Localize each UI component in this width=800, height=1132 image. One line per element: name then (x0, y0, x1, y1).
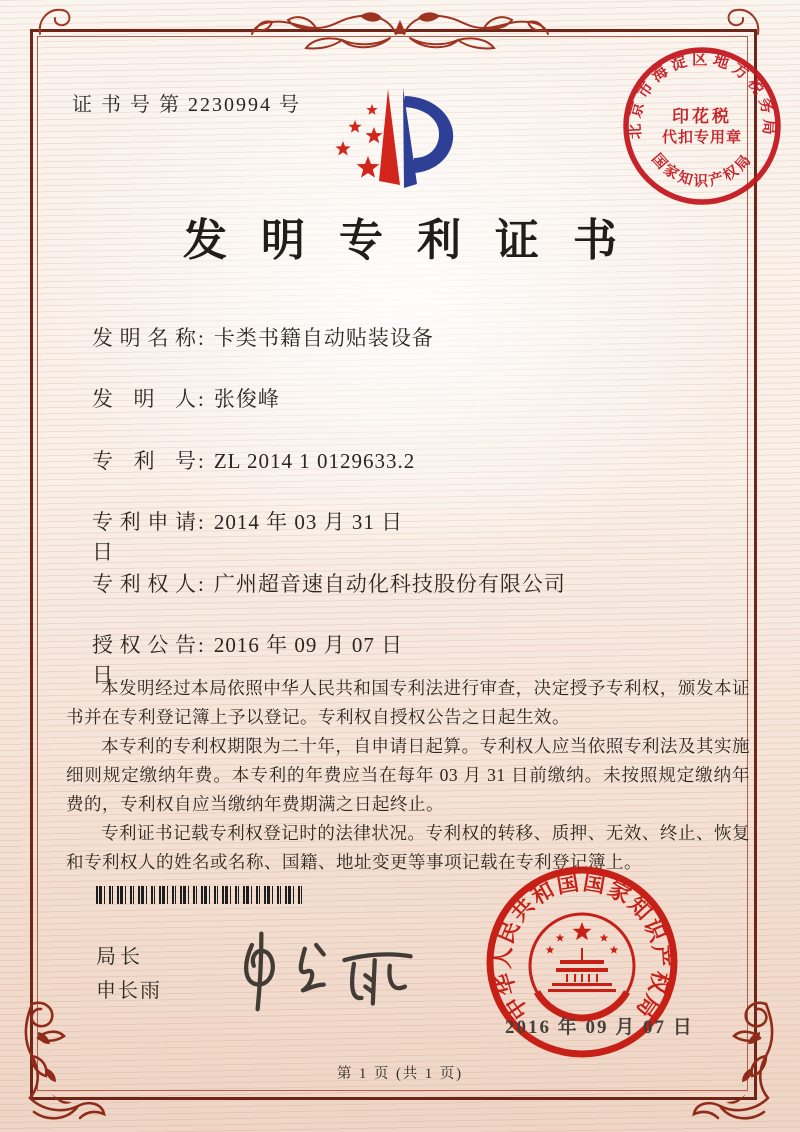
tax-withholding-stamp (612, 36, 792, 216)
logo-stars (335, 104, 382, 178)
barcode (96, 886, 306, 904)
director-title: 局长 (96, 946, 144, 968)
paragraph-grant: 本发明经过本局依照中华人民共和国专利法进行审查，决定授予专利权，颁发本证书并在专利登记簿上予以登记。专利权自授权公告之日起生效。 (66, 678, 750, 727)
paragraph-register: 专利证书记载专利权登记时的法律状况。专利权的转移、质押、无效、终止、恢复和专利权人的姓名或名称、国籍、地址变更等事项记载在专利登记簿上。 (66, 823, 750, 872)
director-name: 申长雨 (96, 980, 162, 1002)
paragraph-term-fees: 本专利的专利权期限为二十年，自申请日起算。专利权人应当依照专利法及其实施细则规定缴纳年费。本专利的年费应当在每年 03 月 31 日前缴纳。未按照规定缴纳年费的，专利权自应当缴纳年费期满之日起终止。 (66, 736, 750, 814)
field-value: 张俊峰 (213, 387, 280, 411)
page-number: 第 1 页 (共 1 页) (336, 1066, 464, 1082)
field-value: 卡类书籍自动贴装设备 (213, 326, 434, 350)
field-patentee (92, 568, 566, 598)
svg-text:国家知识产权局 (648, 150, 756, 190)
field-label: 专利申请日 (92, 510, 196, 564)
field-colon: : (198, 449, 204, 473)
top-left-curl-ornament (36, 4, 72, 40)
field-value: 2014 年 03 月 31 日 (213, 510, 404, 534)
field-colon: : (198, 387, 204, 411)
stamp-center-line1: 印花税 (672, 107, 732, 126)
logo-red-wedge (379, 89, 400, 185)
bottom-left-flourish (16, 998, 116, 1120)
certificate-title: 发明专利证书 (183, 216, 651, 265)
field-invention-name (92, 322, 434, 352)
field-colon: : (198, 633, 204, 657)
top-filigree-ornament (250, 8, 550, 52)
field-label: 专利权人 (92, 572, 196, 596)
stamp-center-line2: 代扣专用章 (661, 130, 743, 146)
field-colon: : (198, 572, 204, 596)
bottom-right-flourish (682, 998, 782, 1120)
field-colon: : (198, 326, 204, 350)
field-filing-date (92, 506, 403, 566)
seal-date: 2016 年 09 月 07 日 (505, 1017, 694, 1038)
field-inventor (92, 383, 280, 413)
national-emblem (530, 914, 634, 1018)
field-value: 2016 年 09 月 07 日 (213, 633, 404, 657)
seal-ring-text: 中华人民共和国国家知识产权局 (489, 869, 675, 1025)
cnipa-logo (322, 84, 462, 196)
field-label: 发明名称 (92, 326, 196, 350)
field-label: 专利号 (92, 449, 196, 473)
field-value: 广州超音速自动化科技股份有限公司 (213, 572, 566, 596)
director-signature (220, 928, 435, 1013)
legal-text (66, 674, 750, 877)
field-patent-number (92, 445, 415, 475)
field-colon: : (198, 510, 204, 534)
stamp-arc-bottom-text: 国家知识产权局 (648, 150, 756, 190)
field-label: 发明人 (92, 387, 196, 411)
stamp-arc-top-text: 北京市海淀区地方税务局 (626, 50, 778, 140)
svg-text:北京市海淀区地方税务局 (625, 50, 779, 140)
field-label: 授权公告日 (92, 633, 196, 687)
certificate-number: 证 书 号 第 2230994 号 (72, 94, 301, 116)
top-right-curl-ornament (726, 4, 762, 40)
field-value: ZL 2014 1 0129633.2 (213, 449, 416, 473)
